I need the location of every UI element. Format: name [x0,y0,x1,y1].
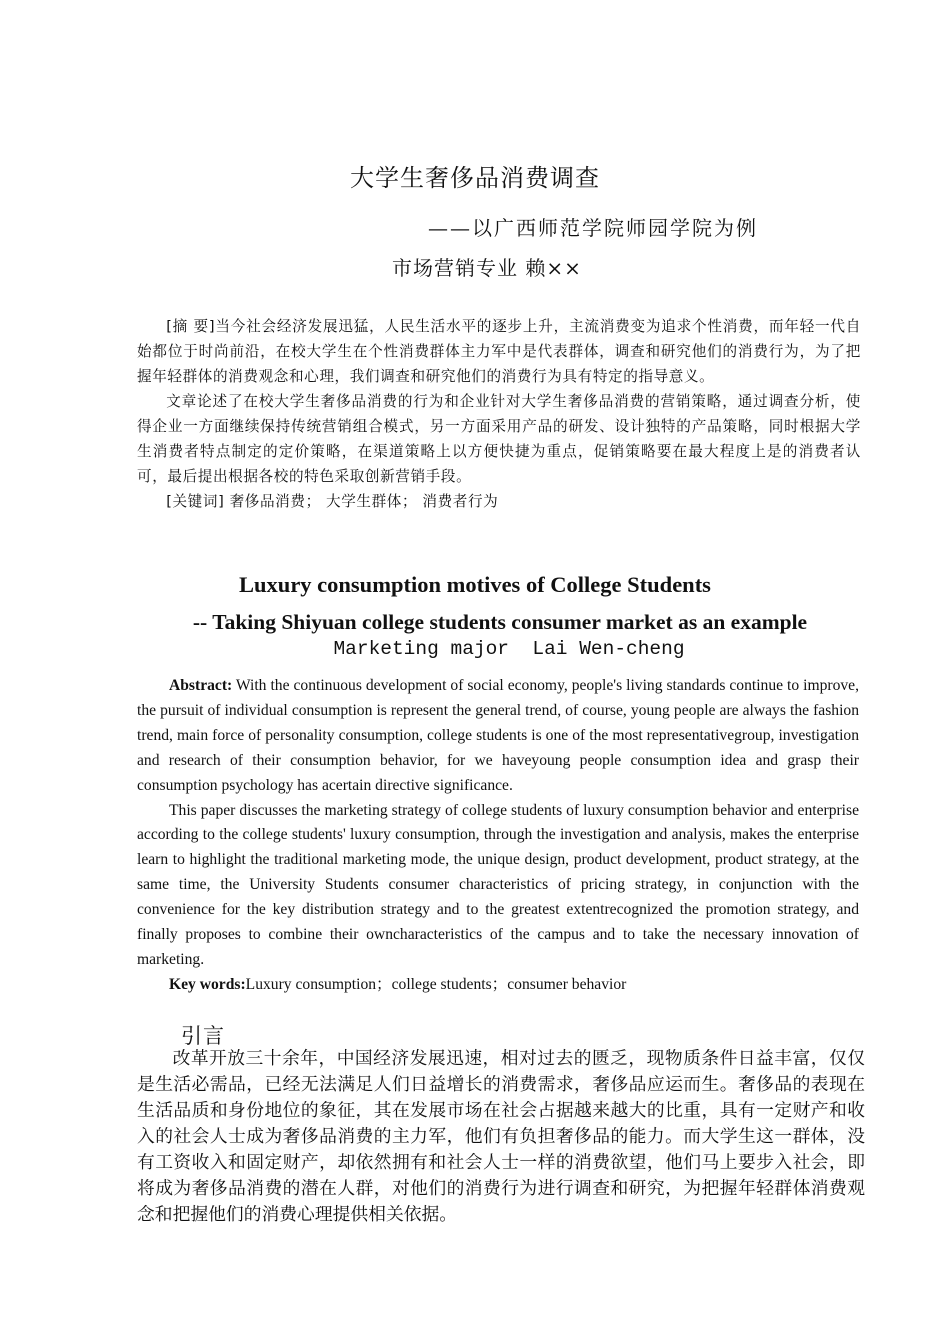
introduction-heading: 引言 [181,1024,225,1048]
english-title: Luxury consumption motives of College Students [239,572,711,597]
chinese-abstract [137,314,861,514]
english-abstract-paragraph-2: This paper discusses the marketing strategy of college students of luxury consumption behavior and enterprise according to the college students' luxury consumption, through the investigation and analysis, makes the enterprise learn to highlight the traditional marketing mode, the unique design, product development, product strategy, at the same time, the University Students consumer characteristics of pricing strategy, in conjunction with the convenience for the key distribution strategy and to the greatest extentrecognized the promotion strategy, and finally proposes to combine their owncharacteristics of the campus and to take the necessary innovation of marketing. [137,801,859,968]
chinese-keywords-text: 奢侈品消费； 大学生群体； 消费者行为 [224,493,499,510]
chinese-author-line: 市场营销专业 赖×× [392,256,582,280]
chinese-abstract-label: [摘 要] [166,318,216,335]
chinese-title: 大学生奢侈品消费调查 [350,164,600,192]
chinese-abstract-paragraph-2: 文章论述了在校大学生奢侈品消费的行为和企业针对大学生奢侈品消费的营销策略，通过调查分析，使得企业一方面继续保持传统营销组合模式，另一方面采用产品的研发、设计独特的产品策略，同时根据大学生消费者特点制定的定价策略，在渠道策略上以方便快捷为重点，促销策略要在最大程度上是的消费者认可，最后提出根据各校的特色采取创新营销手段。 [137,393,861,485]
english-abstract-paragraph-1 [137,674,859,799]
english-abstract-text-1: With the continuous development of social economy, people's living standards continue to improve, the pursuit of individual consumption is represent the general trend, of course, young people are always the fashion trend, main force of personality consumption, college students is one of the most representativegroup, investigation and research of their consumption behavior, for we haveyoung people consumption idea and grasp their consumption psychology has acertain directive significance. [137,677,859,794]
english-abstract [137,674,859,998]
chinese-abstract-paragraph-1 [137,314,861,389]
chinese-abstract-text-1: 当今社会经济发展迅猛，人民生活水平的逐步上升，主流消费变为追求个性消费，而年轻一代自始都位于时尚前沿，在校大学生在个性消费群体主力军中是代表群体，调查和研究他们的消费行为，为了把握年轻群体的消费观念和心理，我们调查和研究他们的消费行为具有特定的指导意义。 [137,318,861,385]
english-keywords-text: Luxury consumption；college students；consumer behavior [245,975,627,993]
chinese-subtitle: ——以广西师范学院师园学院为例 [428,216,758,240]
english-subtitle: -- Taking Shiyuan college students consumer market as an example [192,610,808,634]
english-abstract-label: Abstract: [169,677,233,694]
chinese-keywords [137,489,861,514]
introduction-body [137,1046,865,1228]
english-author-line: Marketing major Lai Wen-cheng [333,638,685,660]
english-keywords-label: Key words: [169,975,246,993]
english-keywords [137,973,859,998]
introduction-paragraph: 改革开放三十余年，中国经济发展迅速，相对过去的匮乏，现物质条件日益丰富，仅仅是生活必需品，已经无法满足人们日益增长的消费需求，奢侈品应运而生。奢侈品的表现在生活品质和身份地位的象征，其在发展市场在社会占据越来越大的比重，具有一定财产和收入的社会人士成为奢侈品消费的主力军，他们有负担奢侈品的能力。而大学生这一群体，没有工资收入和固定财产，却依然拥有和社会人士一样的消费欲望，他们马上要步入社会，即将成为奢侈品消费的潜在人群，对他们的消费行为进行调查和研究，为把握年轻群体消费观念和把握他们的消费心理提供相关依据。 [137,1048,865,1225]
chinese-keywords-label: [关键词] [166,493,225,510]
